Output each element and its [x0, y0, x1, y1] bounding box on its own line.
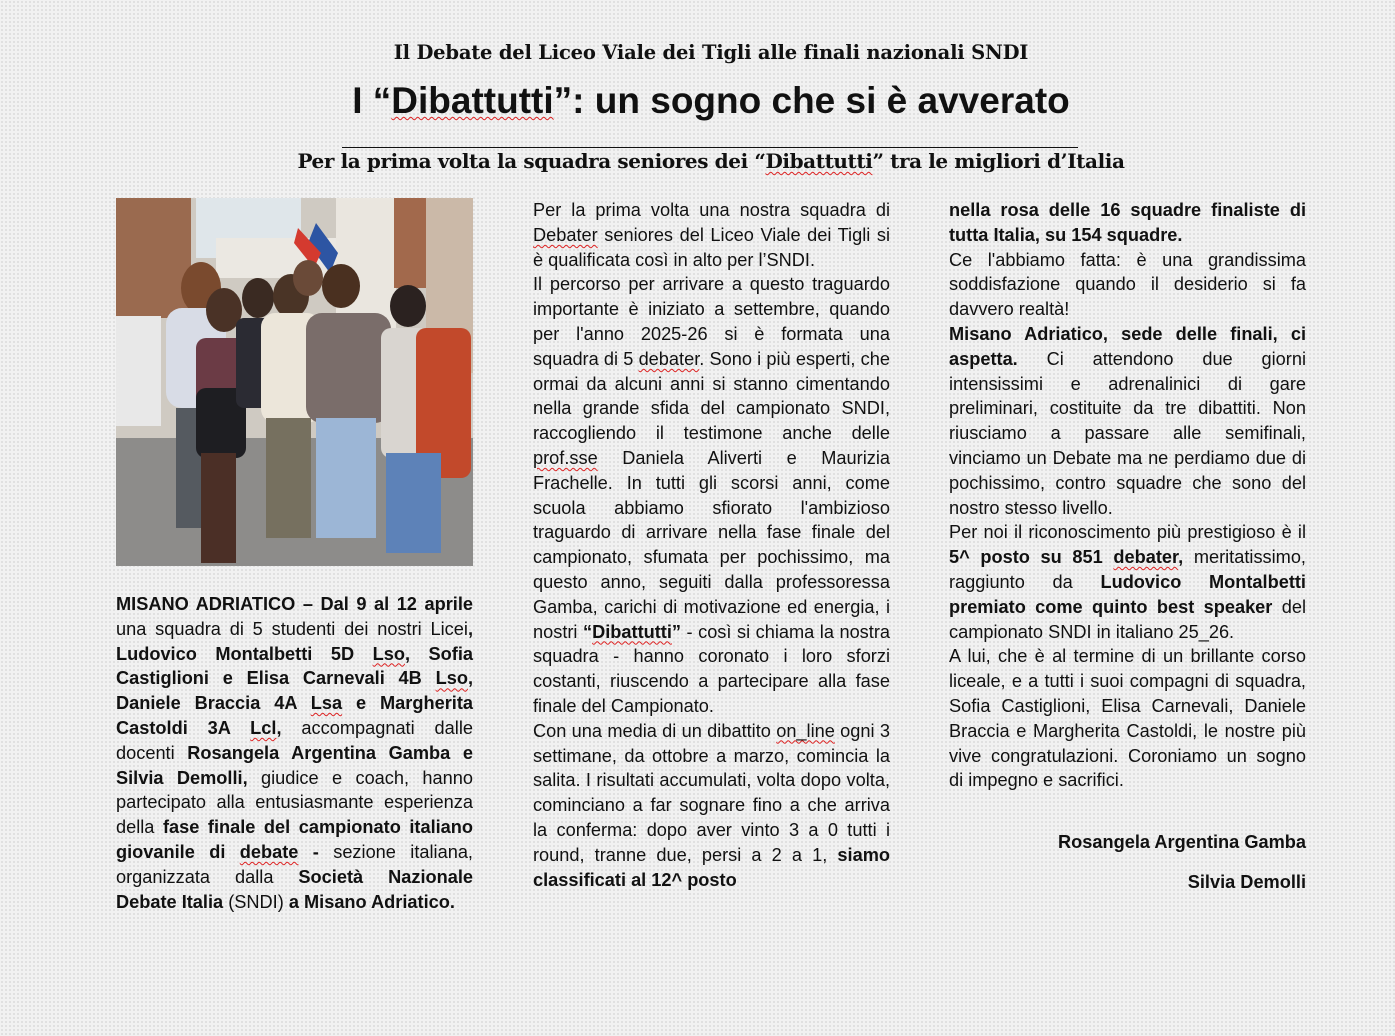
text-span: A lui, che è al termine di un brillante corso liceale, e a tutti i suoi compagni di squadra, Sofia Castiglioni, Elisa Carnevali, Daniele Braccia e Margherita Castoldi, le nostre più vive congratulazioni. Coroniamo un sogno di impegno e sacrifici.: [949, 646, 1306, 791]
text-span: Società Nazionale Debate Italia: [116, 866, 473, 912]
article-subhead: [0, 149, 1395, 173]
text-span: Rosangela Argentina Gamba e Silvia Demolli,: [116, 742, 473, 788]
text-span: debater: [638, 348, 700, 369]
paragraph: [533, 719, 890, 893]
paragraph: [949, 198, 1306, 248]
text-span: Lsa: [310, 693, 343, 714]
text-span: nella rosa delle 16 squadre finaliste di tutta Italia, su 154 squadre.: [949, 200, 1306, 245]
paragraph: [949, 248, 1306, 322]
subhead-pre: Per la prima volta la squadra seniores dei “: [297, 149, 766, 173]
headline-pre: I “: [352, 80, 392, 121]
text-span: Ce l'abbiamo fatta: è una grandissima soddisfazione quando il desiderio si fa davvero realtà!: [949, 249, 1306, 320]
subhead-post: ” tra le migliori d’Italia: [872, 149, 1125, 173]
article-column-2: [533, 198, 890, 892]
text-span: Lso: [372, 643, 405, 664]
text-span: del campionato SNDI in italiano 25_26.: [949, 596, 1306, 642]
signature-2: Silvia Demolli: [1187, 871, 1306, 892]
text-span: a Misano Adriatico.: [283, 891, 455, 912]
paragraph: [949, 520, 1306, 644]
text-span: e Margherita Castoldi 3A: [116, 693, 473, 738]
text-span: Il percorso per arrivare a questo traguardo importante è iniziato a settembre, quando per l'anno 2025-26 si è formata una squadra di 5: [533, 274, 890, 369]
subhead-team-name: Dibattutti: [765, 149, 873, 173]
headline-team-name: Dibattutti: [391, 80, 554, 121]
text-span: Lcl: [250, 717, 277, 738]
text-span: seniores del Liceo Viale dei Tigli si è qualificata così in alto per l’SNDI.: [533, 224, 890, 270]
headline-divider: [342, 147, 1078, 148]
paragraph: [949, 322, 1306, 520]
text-span: debater: [1113, 547, 1179, 568]
text-span: Debater: [533, 224, 598, 245]
text-span: ,: [276, 717, 282, 738]
paragraph: [949, 644, 1306, 793]
text-span: Ci attendono due giorni intensissimi e adrenalinici di gare preliminari, costituite da tre dibattiti. Non riusciamo a passare alle semifinali, vinciamo un Debate ma ne perdiamo due di pochissimo, contro squadre che sono del nostro stesso livello.: [949, 348, 1306, 518]
text-span: (SNDI): [223, 891, 284, 912]
paragraph: [533, 272, 890, 718]
text-span: Lso: [435, 668, 468, 689]
text-span: Con una media di un dibattito: [533, 720, 777, 741]
text-span: sezione italiana, organizzata dalla: [116, 841, 473, 887]
text-span: on_line: [776, 720, 835, 741]
text-span: meritatissimo, raggiunto da: [949, 547, 1306, 592]
text-span: una squadra di 5 studenti dei nostri Licei: [116, 618, 468, 639]
dateline: MISANO ADRIATICO – Dal 9 al 12 aprile: [116, 594, 473, 614]
article-headline: [0, 80, 1395, 122]
text-span: Daniela Aliverti e Maurizia Frachelle. In tutti gli scorsi anni, come scuola abbiamo sfiorato l'ambizioso traguardo di arrivare nella fase finale del campionato, sfumata per pochissimo, ma questo anno, seguiti dalla professoressa Gamba, carichi di motivazione ed energia, i nostri: [533, 447, 890, 642]
team-photo: [116, 198, 473, 566]
text-span: 5^ posto su 851: [949, 547, 1114, 568]
group-photo-icon: [116, 198, 473, 566]
text-span: -: [298, 841, 319, 862]
text-span: . Sono i più esperti, che ormai da alcuni anni si stanno cimentando nella grande sfida del campionato SNDI, raccogliendo il testimone anche delle: [533, 348, 890, 444]
text-span: debate: [239, 841, 299, 862]
signature-1: Rosangela Argentina Gamba: [1058, 832, 1306, 853]
text-span: Ludovico Montalbetti premiato come quinto best speaker: [949, 571, 1306, 617]
text-span: giudice e coach, hanno partecipato alla entusiasmante esperienza della: [116, 767, 474, 838]
text-span: Misano Adriatico, sede delle finali, ci aspetta.: [949, 323, 1306, 369]
article-column-3: [949, 198, 1306, 895]
text-span: ,: [1178, 547, 1184, 568]
text-span: Per la prima volta una nostra squadra di: [533, 200, 890, 220]
text-span: , Ludovico Montalbetti 5D: [116, 618, 473, 664]
lead-paragraph: [116, 592, 473, 914]
text-span: Dibattutti: [592, 621, 672, 642]
paragraph: [533, 198, 890, 272]
text-span: siamo classificati al 12^ posto: [533, 844, 890, 890]
headline-post: ”: un sogno che si è avverato: [553, 80, 1070, 121]
article-column-1: [116, 592, 473, 914]
text-span: Per noi il riconoscimento più prestigioso è il: [949, 522, 1306, 543]
text-span: fase finale del campionato italiano giovanile di: [116, 817, 474, 862]
text-span: accompagnati dalle docenti: [116, 717, 473, 763]
text-span: ogni 3 settimane, da ottobre a marzo, comincia la salita. I risultati accumulati, volta dopo volta, cominciano a far sognare fino a che arriva la conferma: dopo aver vinto 3 a 0 tutti i round, tranne due, persi a 2 a 1,: [533, 720, 890, 865]
text-span: - così si chiama la nostra squadra - hanno coronato i loro sforzi costanti, riuscendo a partecipare alla fase finale del Campionato.: [533, 621, 890, 716]
text-span: ”: [671, 621, 681, 642]
text-span: “: [583, 621, 593, 642]
text-span: prof.sse: [533, 447, 598, 468]
text-span: , Sofia Castiglioni e Elisa Carnevali 4B: [116, 643, 473, 689]
text-span: , Daniele Braccia 4A: [116, 668, 473, 714]
article-kicker: Il Debate del Liceo Viale dei Tigli alle finali nazionali SNDI: [393, 41, 1029, 64]
